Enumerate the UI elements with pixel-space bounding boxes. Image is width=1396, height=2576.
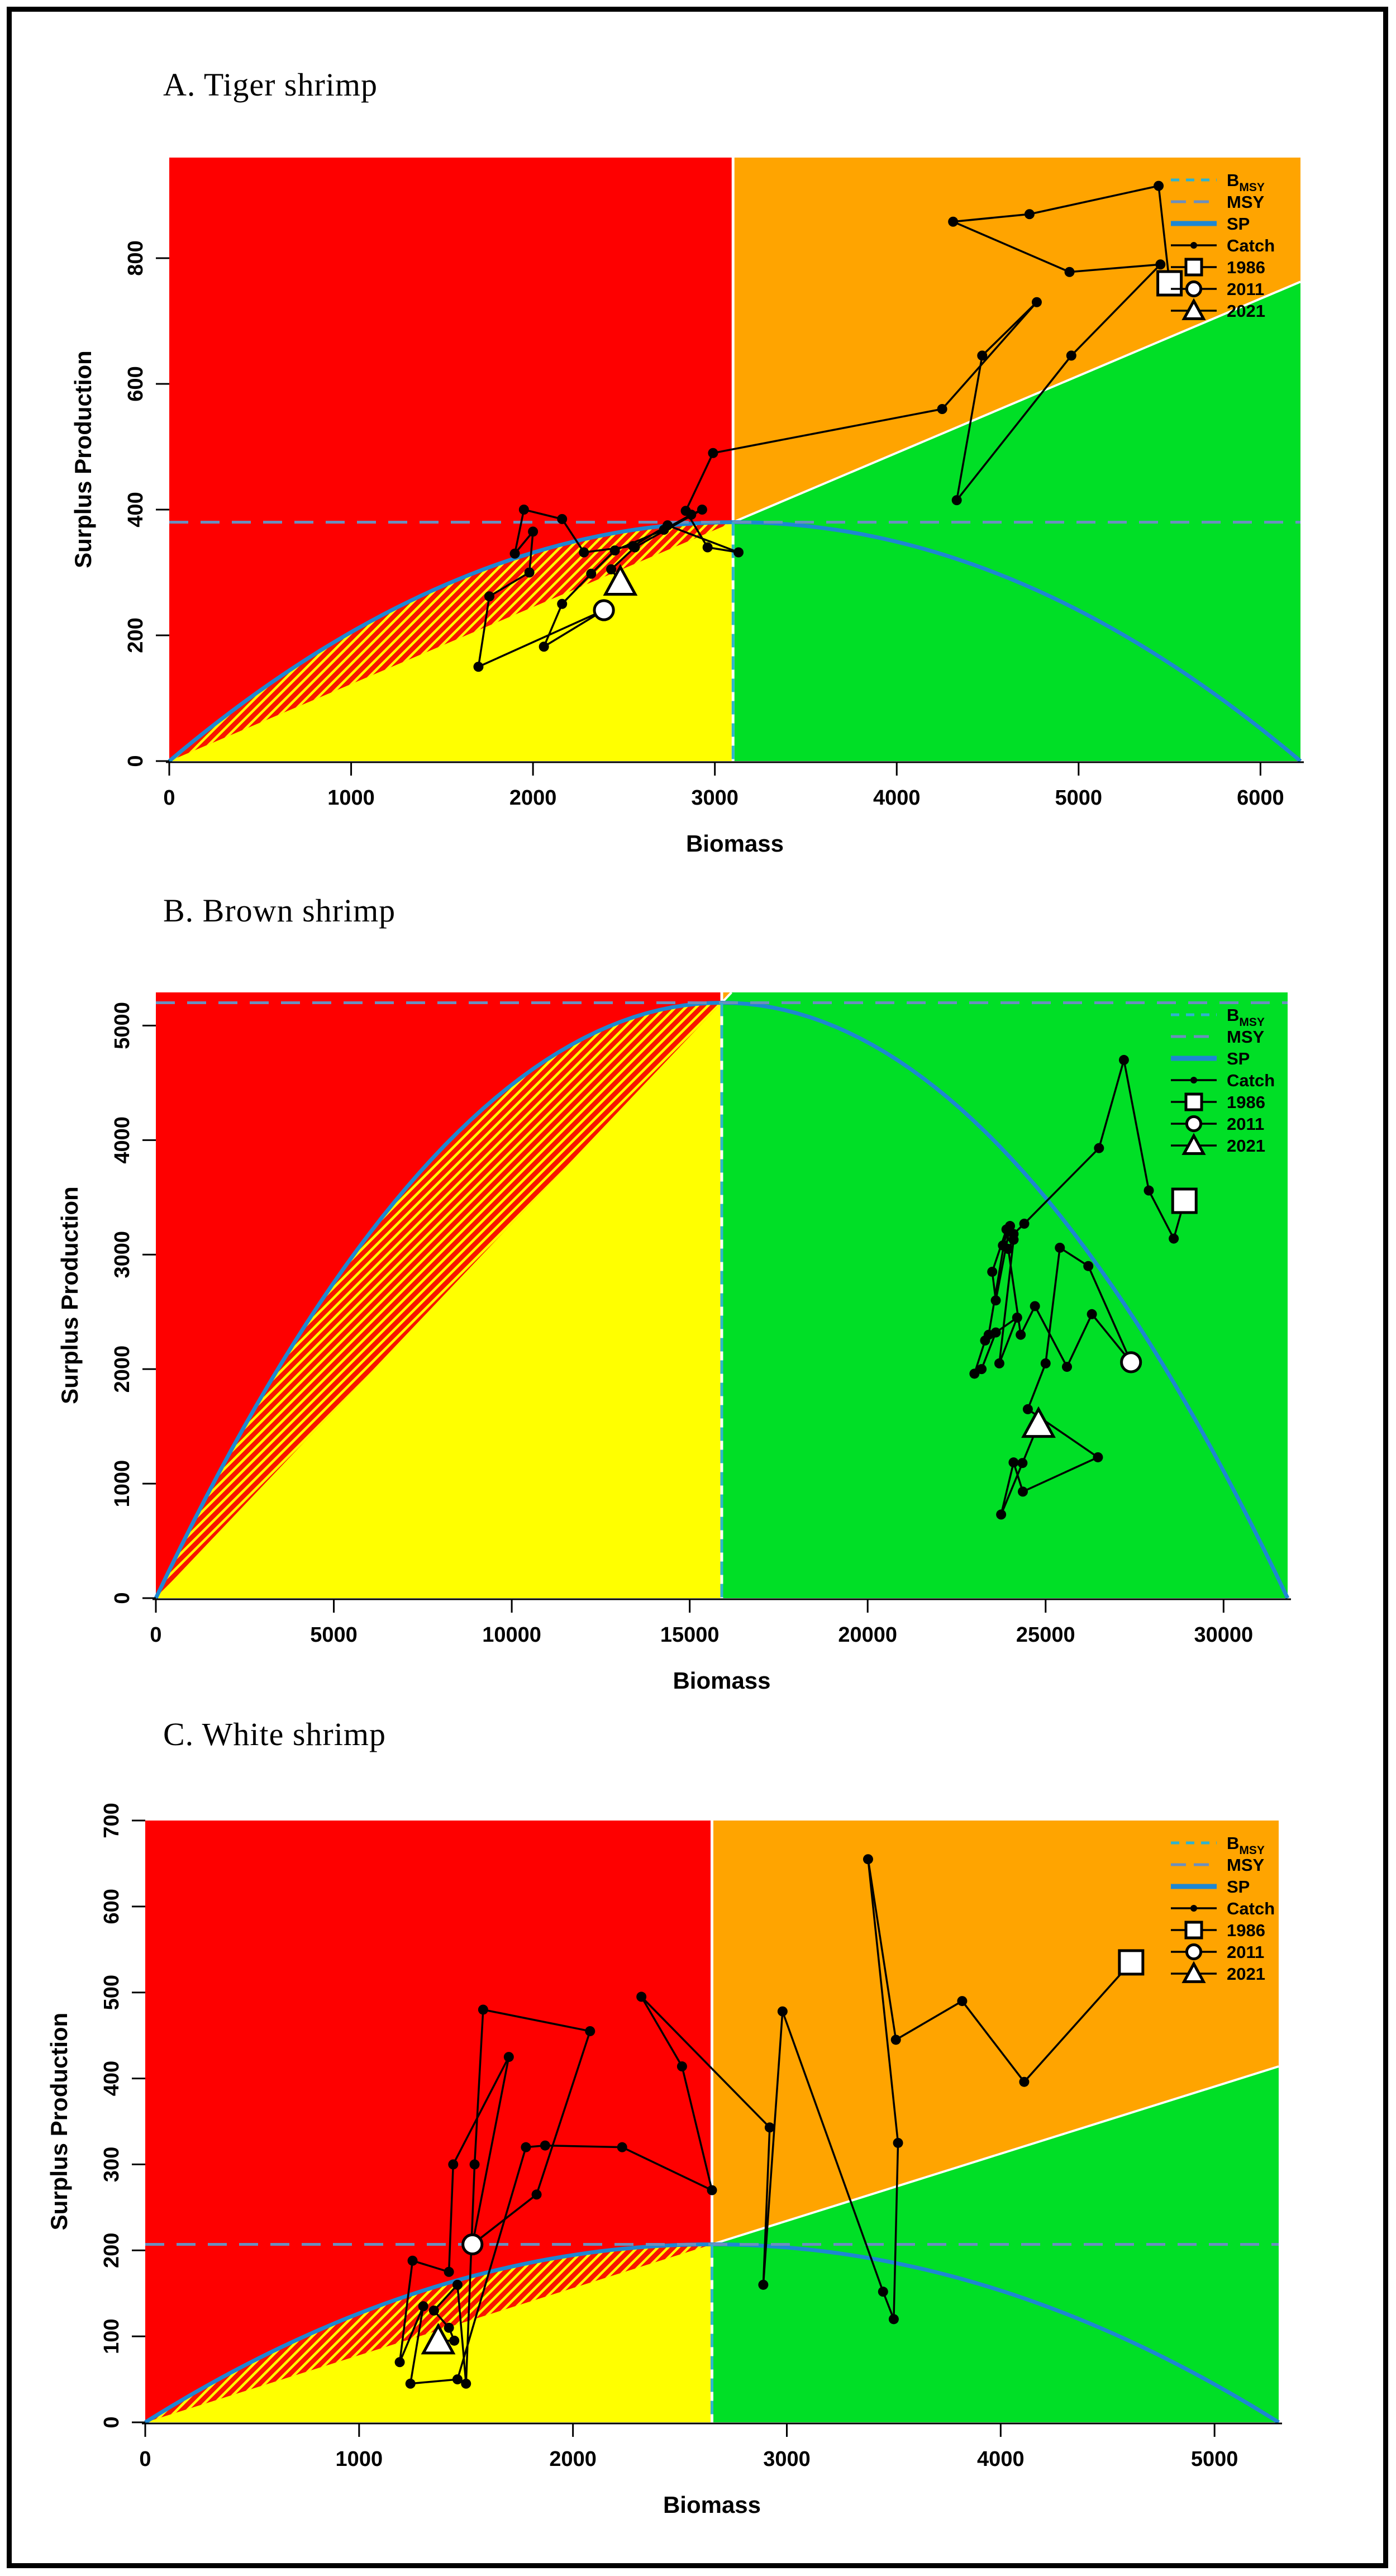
catch-point <box>1093 1452 1103 1462</box>
catch-point <box>532 2189 542 2199</box>
panel-a-quadrants <box>169 158 1300 761</box>
catch-point <box>444 2323 454 2333</box>
y-axis-label: Surplus Production <box>56 1186 83 1404</box>
catch-point <box>636 1992 646 2002</box>
catch-point <box>473 662 483 672</box>
legend-label-bmsy: $B_{MSY}$ <box>1227 1833 1265 1857</box>
x-tick-label: 30000 <box>1194 1623 1254 1647</box>
catch-point <box>630 543 640 553</box>
marker-2011 <box>1122 1353 1141 1372</box>
catch-point <box>586 569 596 579</box>
legend-catch-dot <box>1190 1077 1197 1083</box>
catch-point <box>1066 350 1076 360</box>
legend-label-msy: MSY <box>1227 1027 1265 1047</box>
y-tick-label: 4000 <box>111 1116 135 1164</box>
y-tick-label: 200 <box>124 617 147 653</box>
catch-point <box>1008 1235 1018 1245</box>
y-axis-label: Surplus Production <box>46 2012 72 2231</box>
catch-point <box>1032 297 1042 307</box>
catch-point <box>1055 1243 1065 1253</box>
catch-point <box>1008 1457 1018 1467</box>
x-tick-label: 1000 <box>335 2447 383 2471</box>
legend-label-msy: MSY <box>1227 192 1265 212</box>
legend-label-catch: Catch <box>1227 1899 1275 1918</box>
catch-point <box>1119 1055 1129 1065</box>
y-tick-label: 0 <box>100 2416 123 2428</box>
x-tick-label: 0 <box>150 1623 162 1647</box>
catch-point <box>478 2004 488 2014</box>
catch-point <box>525 568 535 578</box>
catch-point <box>606 564 616 574</box>
legend-y1986-marker <box>1186 1094 1202 1110</box>
legend-label-catch: Catch <box>1227 1071 1275 1090</box>
x-axis-label: Biomass <box>663 2492 761 2518</box>
catch-point <box>1019 2077 1029 2087</box>
catch-point <box>889 2314 899 2324</box>
x-tick-label: 25000 <box>1016 1623 1075 1647</box>
y-tick-label: 0 <box>124 755 147 767</box>
catch-point <box>539 641 549 652</box>
legend-label-sp: SP <box>1227 214 1250 234</box>
catch-point <box>1018 1486 1028 1496</box>
catch-point <box>406 2379 416 2389</box>
catch-point <box>557 514 567 524</box>
legend-label-y1986: 1986 <box>1227 1092 1265 1112</box>
catch-point <box>1154 181 1164 191</box>
y-tick-label: 700 <box>100 1803 123 1838</box>
marker-1986 <box>1173 1189 1196 1213</box>
legend-label-sp: SP <box>1227 1877 1250 1897</box>
catch-point <box>1030 1301 1040 1311</box>
catch-point <box>863 1854 873 1864</box>
catch-point <box>470 2159 480 2169</box>
catch-point <box>952 495 962 505</box>
catch-point <box>937 404 947 414</box>
catch-point <box>980 1335 990 1346</box>
catch-point <box>557 599 567 609</box>
y-axis-label: Surplus Production <box>70 350 96 568</box>
catch-point <box>1083 1261 1093 1271</box>
catch-point <box>449 2336 459 2346</box>
catch-point <box>1023 1404 1033 1414</box>
catch-point <box>733 548 744 558</box>
x-tick-label: 0 <box>139 2447 151 2471</box>
catch-point <box>408 2256 418 2266</box>
catch-point <box>765 2122 775 2132</box>
catch-point <box>448 2159 458 2169</box>
x-tick-label: 5000 <box>310 1623 358 1647</box>
legend-label-sp: SP <box>1227 1049 1250 1068</box>
legend-label-y2021: 2021 <box>1227 1136 1265 1156</box>
catch-point <box>444 2267 454 2277</box>
legend-label-y2011: 2011 <box>1227 1942 1265 1962</box>
y-tick-label: 3000 <box>111 1230 134 1279</box>
catch-point <box>677 2061 687 2071</box>
catch-point <box>1016 1330 1026 1340</box>
catch-point <box>579 548 589 558</box>
x-axis-label: Biomass <box>673 1667 771 1694</box>
legend-label-y2021: 2021 <box>1227 301 1265 321</box>
catch-point <box>1065 267 1075 277</box>
catch-point <box>1025 209 1035 219</box>
catch-point <box>504 2052 514 2062</box>
x-tick-label: 3000 <box>691 786 739 810</box>
catch-point <box>708 448 718 458</box>
catch-point <box>610 545 620 555</box>
catch-point <box>1087 1309 1097 1319</box>
x-axis-label: Biomass <box>685 830 784 857</box>
catch-point <box>1155 259 1165 269</box>
legend-y1986-marker <box>1186 259 1202 275</box>
legend-catch-dot <box>1190 1905 1197 1912</box>
x-tick-label: 3000 <box>763 2447 811 2471</box>
catch-point <box>510 549 520 559</box>
marker-2011 <box>463 2235 482 2254</box>
x-tick-label: 6000 <box>1237 786 1284 810</box>
x-tick-label: 2000 <box>509 786 557 810</box>
legend-catch-dot <box>1190 242 1197 249</box>
y-tick-label: 400 <box>124 492 147 527</box>
catch-point <box>1003 1244 1013 1254</box>
marker-1986 <box>1119 1951 1143 1974</box>
y-tick-label: 600 <box>124 366 147 402</box>
catch-point <box>461 2379 471 2389</box>
catch-point <box>452 2374 463 2384</box>
catch-point <box>703 543 713 553</box>
y-tick-label: 200 <box>100 2232 123 2268</box>
catch-point <box>395 2357 405 2367</box>
legend-label-bmsy: $B_{MSY}$ <box>1227 170 1265 194</box>
catch-point <box>707 2185 717 2195</box>
catch-point <box>996 1509 1006 1519</box>
catch-point <box>878 2287 888 2297</box>
x-tick-label: 5000 <box>1055 786 1103 810</box>
panel-c <box>46 1803 1282 2518</box>
x-tick-label: 20000 <box>838 1623 898 1647</box>
legend-y1986-marker <box>1186 1922 1202 1938</box>
y-tick-label: 5000 <box>111 1002 134 1049</box>
catch-point <box>1062 1362 1072 1372</box>
legend-label-msy: MSY <box>1227 1855 1265 1875</box>
catch-point <box>528 526 538 536</box>
catch-point <box>686 510 696 520</box>
y-tick-label: 600 <box>100 1889 123 1924</box>
legend-label-y2011: 2011 <box>1227 279 1265 299</box>
legend-label-y1986: 1986 <box>1227 1921 1265 1940</box>
catch-point <box>519 505 529 515</box>
catch-point <box>1169 1234 1179 1244</box>
catch-point <box>891 2035 901 2045</box>
panel-b-title: B. Brown shrimp <box>163 892 396 929</box>
catch-point <box>991 1328 1001 1338</box>
panel-a-title: A. Tiger shrimp <box>163 66 378 103</box>
catch-point <box>987 1267 997 1277</box>
catch-point <box>452 2280 463 2290</box>
catch-point <box>1017 1458 1027 1468</box>
y-tick-label: 0 <box>111 1592 134 1604</box>
x-tick-label: 15000 <box>660 1623 720 1647</box>
x-tick-label: 4000 <box>873 786 921 810</box>
catch-point <box>585 2026 595 2036</box>
y-tick-label: 800 <box>124 240 147 276</box>
catch-point <box>1002 1224 1012 1234</box>
legend-y2011-marker <box>1187 1116 1200 1130</box>
catch-point <box>1094 1143 1104 1153</box>
y-tick-label: 2000 <box>111 1345 134 1393</box>
catch-point <box>617 2142 627 2152</box>
legend-label-bmsy: $B_{MSY}$ <box>1227 1005 1265 1029</box>
legend-label-catch: Catch <box>1227 236 1275 255</box>
x-tick-label: 2000 <box>549 2447 597 2471</box>
catch-point <box>429 2306 439 2316</box>
catch-point <box>991 1295 1001 1305</box>
catch-point <box>1012 1313 1022 1323</box>
x-tick-label: 0 <box>163 786 175 810</box>
catch-point <box>418 2301 428 2311</box>
y-tick-label: 100 <box>100 2318 123 2354</box>
catch-point <box>758 2280 768 2290</box>
y-tick-label: 300 <box>100 2146 123 2183</box>
y-tick-label: 500 <box>100 1975 123 2011</box>
marker-1986 <box>1158 272 1181 295</box>
catch-point <box>1041 1358 1051 1368</box>
catch-point <box>994 1358 1004 1368</box>
panel-a <box>70 158 1304 857</box>
y-tick-label: 400 <box>100 2060 123 2097</box>
x-tick-label: 4000 <box>977 2447 1025 2471</box>
catch-point <box>521 2142 531 2152</box>
marker-2011 <box>594 601 613 620</box>
catch-point <box>1144 1186 1154 1196</box>
catch-point <box>1019 1219 1030 1229</box>
catch-point <box>957 1996 967 2006</box>
x-tick-label: 1000 <box>327 786 375 810</box>
panel-c-title: C. White shrimp <box>163 1716 386 1752</box>
catch-point <box>484 591 494 601</box>
catch-point <box>540 2141 550 2151</box>
catch-point <box>778 2007 788 2017</box>
legend-label-y1986: 1986 <box>1227 258 1265 277</box>
catch-point <box>893 2138 903 2148</box>
legend-y2011-marker <box>1187 1945 1200 1959</box>
catch-point <box>697 505 707 515</box>
legend-label-y2011: 2011 <box>1227 1114 1265 1134</box>
panel-b <box>56 992 1291 1694</box>
legend-y2011-marker <box>1187 282 1200 296</box>
catch-point <box>977 350 987 360</box>
x-tick-label: 5000 <box>1190 2447 1238 2471</box>
catch-point <box>948 217 958 227</box>
y-tick-label: 1000 <box>111 1460 134 1508</box>
catch-point <box>976 1364 987 1374</box>
x-tick-label: 10000 <box>482 1623 541 1647</box>
legend-label-y2021: 2021 <box>1227 1964 1265 1984</box>
catch-point <box>659 525 669 535</box>
